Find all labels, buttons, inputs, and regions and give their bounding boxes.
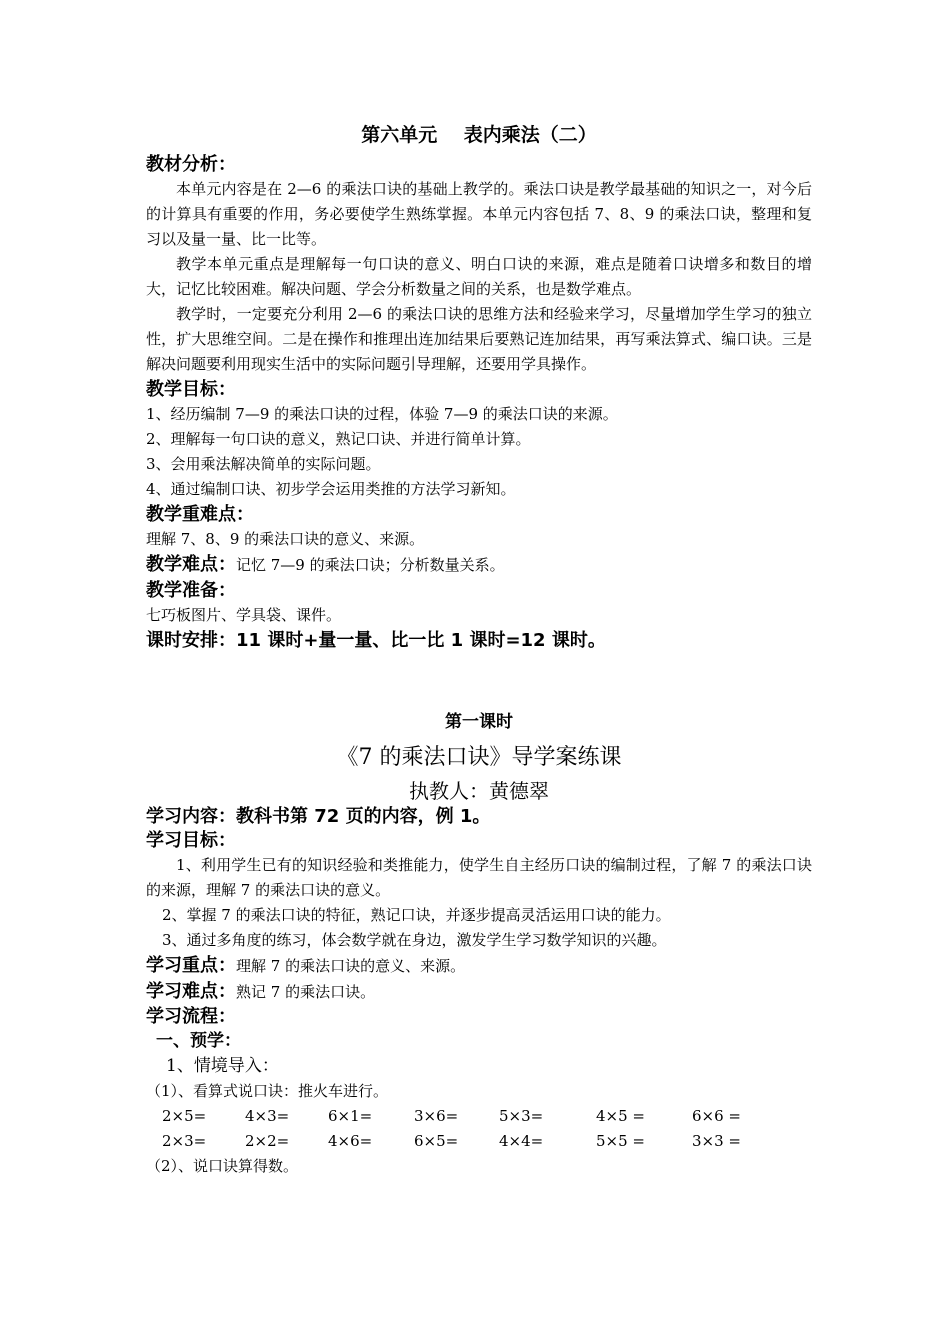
exercise-cell: 3×6=: [414, 1107, 459, 1125]
goals-heading: 教学目标：: [146, 379, 236, 400]
key-points-heading: 教学重难点：: [146, 504, 254, 525]
exercise-cell: 2×2=: [245, 1132, 290, 1150]
document-page: [146, 118, 812, 1179]
lesson-task-2: （2）、说口诀算得数。: [146, 1157, 299, 1175]
analysis-heading: 教材分析：: [146, 154, 236, 175]
lesson-difficult-heading: 学习难点：: [146, 981, 236, 1002]
lesson-focus-line: [146, 953, 812, 979]
goal-item-2: 2、理解每一句口诀的意义，熟记口诀、并进行简单计算。: [146, 430, 531, 448]
schedule-line: 课时安排：11 课时+量一量、比一比 1 课时=12 课时。: [146, 630, 606, 651]
goal-item-4: 4、通过编制口诀、初步学会运用类推的方法学习新知。: [146, 480, 516, 498]
lesson-step-1-1: 1、情境导入：: [166, 1056, 279, 1076]
analysis-paragraph-3: 教学时，一定要充分利用 2—6 的乘法口诀的思维方法和经验来学习，尽量增加学生学习的独立性，扩大思维空间。二是在操作和推理出连加结果后要熟记连加结果，再写乘法算式、编口诀。三是解决问题要利用现实生活中的实际问题引导理解，还要用学具操作。: [146, 305, 812, 373]
analysis-paragraph-1: 本单元内容是在 2—6 的乘法口诀的基础上教学的。乘法口诀是教学最基础的知识之一，对今后的计算具有重要的作用，务必要使学生熟练掌握。本单元内容包括 7、8、9 的乘法口诀，整理和复习以及量一量、比一比等。: [146, 180, 812, 248]
exercise-cell: 6×5=: [414, 1132, 459, 1150]
goal-item-1: 1、经历编制 7—9 的乘法口诀的过程，体验 7—9 的乘法口诀的来源。: [146, 405, 618, 423]
exercise-cell: 4×6=: [328, 1132, 373, 1150]
exercise-row-2: [146, 1129, 812, 1154]
lesson-task-1: （1）、看算式说口诀：推火车进行。: [146, 1082, 389, 1100]
prep-heading: 教学准备：: [146, 580, 236, 601]
lesson-step-1: 一、预学：: [156, 1031, 241, 1051]
lesson-flow-heading: 学习流程：: [146, 1006, 236, 1027]
lesson-focus-heading: 学习重点：: [146, 955, 236, 976]
exercise-cell: 3×3 =: [692, 1132, 741, 1150]
exercise-row-1: [146, 1104, 812, 1129]
analysis-paragraph-2: 教学本单元重点是理解每一句口诀的意义、明白口诀的来源，难点是随着口诀增多和数目的增大，记忆比较困难。解决问题、学会分析数量之间的关系，也是数学难点。: [146, 255, 812, 298]
lesson-goal-3: 3、通过多角度的练习，体会数学就在身边，激发学生学习数学知识的兴趣。: [162, 931, 667, 949]
unit-title: 第六单元 表内乘法（二）: [361, 124, 597, 146]
lesson-teacher: 执教人：黄德翠: [409, 779, 549, 803]
exercise-cell: 6×6 =: [692, 1107, 741, 1125]
exercise-cell: 6×1=: [328, 1107, 373, 1125]
difficulty-line: [146, 552, 812, 578]
lesson-title: 《7 的乘法口诀》导学案练课: [336, 745, 622, 770]
lesson-content: 学习内容：教科书第 72 页的内容，例 1。: [146, 806, 491, 827]
exercise-cell: 5×3=: [499, 1107, 544, 1125]
difficulty-heading: 教学难点：: [146, 554, 236, 575]
lesson-goal-1: 1、利用学生已有的知识经验和类推能力，使学生自主经历口诀的编制过程，了解 7 的乘法口诀的来源，理解 7 的乘法口诀的意义。: [146, 856, 812, 899]
lesson-difficult-text: 熟记 7 的乘法口诀。: [236, 983, 376, 1001]
prep-text: 七巧板图片、学具袋、课件。: [146, 606, 342, 624]
exercise-cell: 2×3=: [162, 1132, 207, 1150]
lesson-number: 第一课时: [445, 712, 513, 732]
key-points-text: 理解 7、8、9 的乘法口诀的意义、来源。: [146, 530, 425, 548]
exercise-cell: 4×4=: [499, 1132, 544, 1150]
lesson-goal-2: 2、掌握 7 的乘法口诀的特征，熟记口诀，并逐步提高灵活运用口诀的能力。: [162, 906, 671, 924]
exercise-cell: 4×3=: [245, 1107, 290, 1125]
lesson-goals-heading: 学习目标：: [146, 830, 236, 851]
exercise-cell: 4×5 =: [596, 1107, 645, 1125]
difficulty-text: 记忆 7—9 的乘法口诀；分析数量关系。: [236, 556, 505, 574]
goal-item-3: 3、会用乘法解决简单的实际问题。: [146, 455, 381, 473]
exercise-cell: 2×5=: [162, 1107, 207, 1125]
exercise-cell: 5×5 =: [596, 1132, 645, 1150]
lesson-focus-text: 理解 7 的乘法口诀的意义、来源。: [236, 957, 466, 975]
lesson-difficult-line: [146, 979, 812, 1005]
